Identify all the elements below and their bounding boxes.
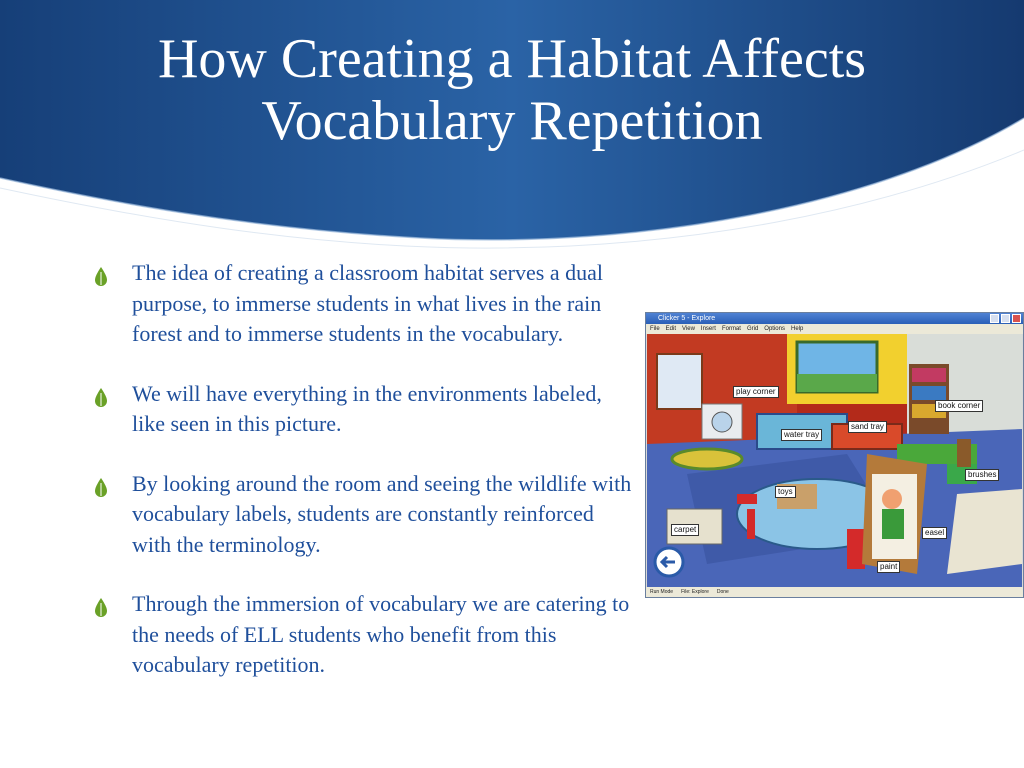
bullet-text: The idea of creating a classroom habitat serves a dual purpose, to immerse students in what lives in the rain forest and to immerse students in the vocabulary.: [132, 260, 603, 346]
window-menubar: [646, 324, 1023, 334]
leaf-icon: [94, 388, 108, 408]
classroom-drawing: [647, 334, 1022, 587]
label-easel: easel: [922, 527, 947, 539]
leaf-icon: [94, 598, 108, 618]
bullet-item: [94, 258, 634, 350]
label-play-corner: play corner: [733, 386, 779, 398]
maximize-icon: [1001, 314, 1010, 323]
label-brushes: brushes: [965, 469, 999, 481]
bullet-text: By looking around the room and seeing the wildlife with vocabulary labels, students are constantly reinforced with the terminology.: [132, 470, 632, 557]
window-titlebar: [646, 313, 1023, 324]
leaf-icon: [94, 478, 108, 498]
label-paint: paint: [877, 561, 900, 573]
bullet-item: [94, 469, 634, 561]
minimize-icon: [990, 314, 999, 323]
bullet-list: [94, 258, 634, 710]
menu-insert: Insert: [700, 326, 716, 332]
classroom-screenshot-window: [645, 312, 1024, 598]
leaf-icon: [94, 267, 108, 287]
label-sand-tray: sand tray: [848, 421, 887, 433]
close-icon: [1012, 314, 1021, 323]
bullet-text: Through the immersion of vocabulary we are catering to the needs of ELL students who benefit from this vocabulary repetition.: [132, 591, 630, 677]
slide-title: [0, 28, 1024, 152]
menu-grid: Grid: [746, 326, 759, 332]
menu-edit: Edit: [665, 326, 677, 332]
classroom-illustration: [647, 334, 1022, 587]
menu-file: File: [650, 326, 660, 332]
window-title: Clicker 5 - Explore: [658, 315, 716, 322]
menu-options: Options: [764, 326, 785, 332]
bullet-item: [94, 379, 634, 440]
menu-format: Format: [721, 326, 741, 332]
bullet-item: [94, 589, 634, 681]
status-file: File: Explore: [681, 589, 709, 595]
slide-title-line-1: How Creating a Habitat Affects: [157, 28, 867, 90]
window-statusbar: [646, 587, 1023, 597]
menu-help: Help: [790, 326, 804, 332]
status-mode: Run Mode: [650, 589, 674, 595]
menu-view: View: [682, 326, 695, 332]
label-toys: toys: [775, 486, 796, 498]
status-done: Done: [716, 589, 729, 595]
label-carpet: carpet: [671, 524, 699, 536]
label-book-corner: book corner: [935, 400, 983, 412]
label-water-tray: water tray: [781, 429, 822, 441]
bullet-text: We will have everything in the environments labeled, like seen in this picture.: [132, 380, 602, 436]
slide-title-line-2: Vocabulary Repetition: [261, 90, 763, 152]
